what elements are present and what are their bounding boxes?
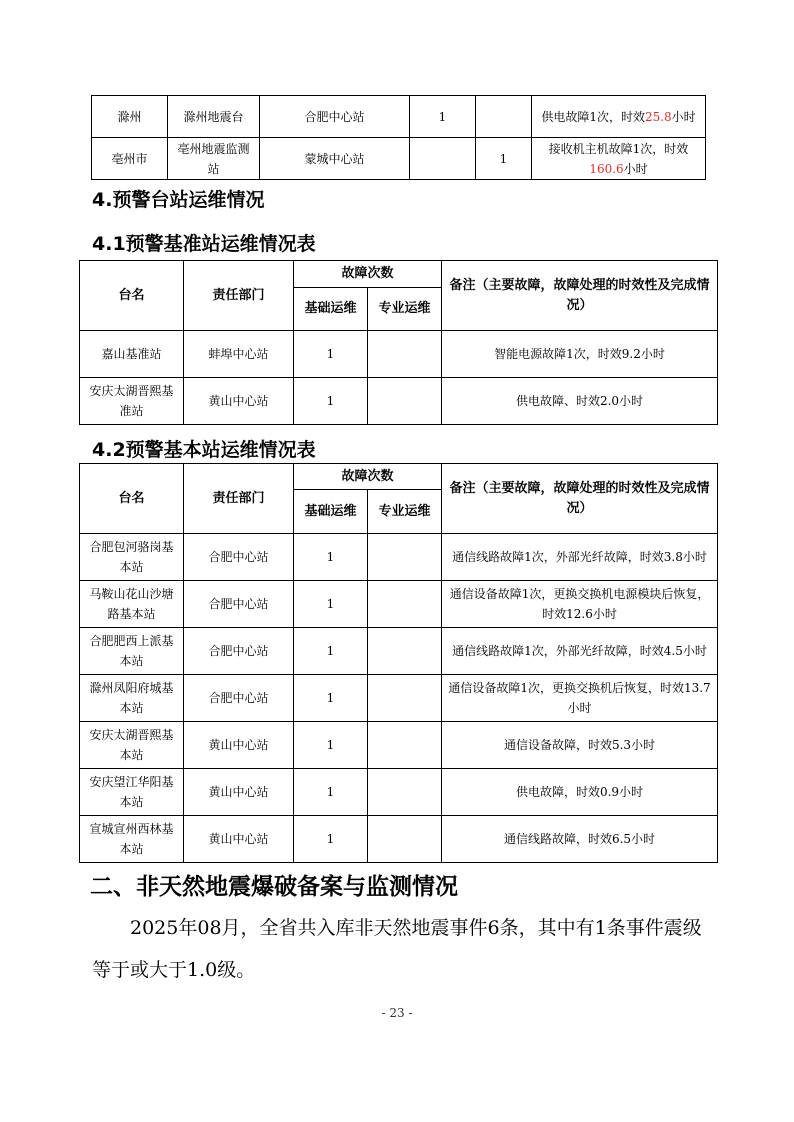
basic-count-cell [410,138,476,180]
pro-count-cell [368,581,442,628]
note-text: 接收机主机故障1次，时效 [548,141,689,156]
table-row [80,534,718,581]
dept-cell: 合肥中心站 [184,534,294,581]
dept-cell: 蒙城中心站 [260,138,410,180]
station-name-cell: 合肥肥西上派基本站 [80,628,184,675]
note-cell [532,96,706,138]
note-cell: 供电故障、时效2.0小时 [442,378,718,425]
dept-cell: 合肥中心站 [260,96,410,138]
station-cell: 亳州地震监测站 [168,138,260,180]
header-fault-count: 故障次数 [294,261,442,288]
table-row [80,816,718,863]
note-text: 供电故障1次，时效 [541,109,645,124]
note-cell: 通信线路故障1次，外部光纤故障，时效3.8小时 [442,534,718,581]
basic-count-cell: 1 [294,581,368,628]
note-duration: 25.8 [644,109,672,124]
note-cell: 通信线路故障1次，外部光纤故障，时效4.5小时 [442,628,718,675]
section-heading-4-1: 4.1预警基准站运维情况表 [92,233,316,255]
station-name-cell: 滁州凤阳府城基本站 [80,675,184,722]
station-name-cell: 安庆望江华阳基本站 [80,769,184,816]
basic-count-cell: 1 [410,96,476,138]
station-name-cell: 宣城宣州西林基本站 [80,816,184,863]
table-row [80,331,718,378]
pro-count-cell [368,722,442,769]
header-fault-count: 故障次数 [294,464,442,490]
header-dept: 责任部门 [184,261,294,331]
table-row [92,96,706,138]
note-cell [532,138,706,180]
station-name-cell: 合肥包河骆岗基本站 [80,534,184,581]
table-row [80,581,718,628]
top-station-table [91,95,706,180]
pro-count-cell [368,769,442,816]
pro-count-cell [368,331,442,378]
table-row [80,769,718,816]
basic-count-cell: 1 [294,769,368,816]
header-name: 台名 [80,464,184,534]
station-name-cell: 马鞍山花山沙塘路基本站 [80,581,184,628]
dept-cell: 合肥中心站 [184,628,294,675]
basic-count-cell: 1 [294,331,368,378]
note-cell: 通信设备故障1次，更换交换机电源模块后恢复，时效12.6小时 [442,581,718,628]
dept-cell: 黄山中心站 [184,816,294,863]
table-row [80,378,718,425]
header-note: 备注（主要故障，故障处理的时效性及完成情况） [442,261,718,331]
dept-cell: 合肥中心站 [184,675,294,722]
note-cell: 通信设备故障1次，更换交换机后恢复，时效13.7小时 [442,675,718,722]
note-cell: 智能电源故障1次，时效9.2小时 [442,331,718,378]
note-unit: 小时 [623,161,648,176]
page-number: - 23 - [381,1006,413,1020]
table-row [92,138,706,180]
pro-count-cell [368,378,442,425]
pro-count-cell [368,534,442,581]
benchmark-station-table [79,260,718,425]
dept-cell: 黄山中心站 [184,378,294,425]
dept-cell: 黄山中心站 [184,722,294,769]
note-cell: 供电故障，时效0.9小时 [442,769,718,816]
basic-station-table [79,463,718,863]
basic-count-cell: 1 [294,816,368,863]
header-basic: 基础运维 [294,490,368,534]
basic-count-cell: 1 [294,628,368,675]
section-heading-4: 4.预警台站运维情况 [92,189,265,211]
header-pro: 专业运维 [368,288,442,331]
header-dept: 责任部门 [184,464,294,534]
table-row [80,722,718,769]
header-name: 台名 [80,261,184,331]
basic-count-cell: 1 [294,534,368,581]
section-heading-4-2: 4.2预警基本站运维情况表 [92,439,316,461]
pro-count-cell [368,628,442,675]
region-cell: 滁州 [92,96,168,138]
section-heading-2: 二、非天然地震爆破备案与监测情况 [90,874,458,900]
pro-count-cell [476,96,532,138]
dept-cell: 合肥中心站 [184,581,294,628]
table-row [80,675,718,722]
pro-count-cell [368,816,442,863]
dept-cell: 蚌埠中心站 [184,331,294,378]
header-basic: 基础运维 [294,288,368,331]
region-cell: 亳州市 [92,138,168,180]
note-cell: 通信线路故障，时效6.5小时 [442,816,718,863]
header-note: 备注（主要故障，故障处理的时效性及完成情况） [442,464,718,534]
table-row [80,628,718,675]
note-duration: 160.6 [589,161,624,176]
note-unit: 小时 [671,109,696,124]
pro-count-cell [368,675,442,722]
basic-count-cell: 1 [294,675,368,722]
note-cell: 通信设备故障，时效5.3小时 [442,722,718,769]
section-2-paragraph: 2025年08月，全省共入库非天然地震事件6条，其中有1条事件震级等于或大于1.0级。 [92,917,702,981]
station-name-cell: 安庆太湖晋熙基本站 [80,722,184,769]
station-cell: 滁州地震台 [168,96,260,138]
basic-count-cell: 1 [294,722,368,769]
basic-count-cell: 1 [294,378,368,425]
header-pro: 专业运维 [368,490,442,534]
dept-cell: 黄山中心站 [184,769,294,816]
station-name-cell: 嘉山基准站 [80,331,184,378]
pro-count-cell: 1 [476,138,532,180]
station-name-cell: 安庆太湖晋熙基准站 [80,378,184,425]
